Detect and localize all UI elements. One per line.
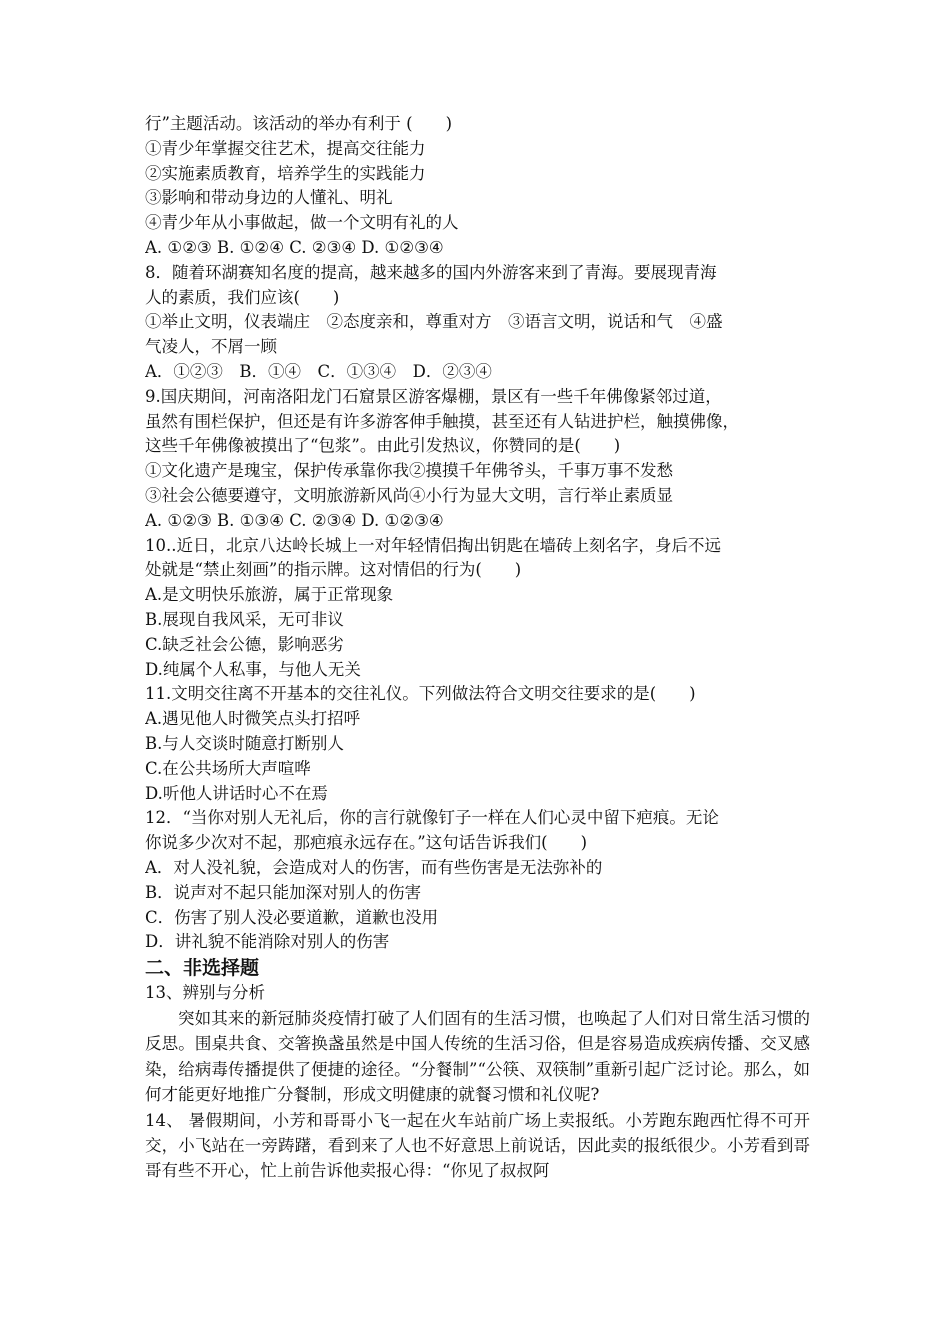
- question-7-options: A. ①②③ B. ①②④ C. ②③④ D. ①②③④: [145, 237, 444, 257]
- question-10-option-c: C.缺乏社会公德，影响恶劣: [145, 634, 344, 654]
- question-9-stem-line-1: 9.国庆期间，河南洛阳龙门石窟景区游客爆棚，景区有一些千年佛像紧邻过道，: [145, 386, 722, 406]
- question-11-option-c: C.在公共场所大声喧哗: [145, 758, 311, 778]
- question-11: [145, 682, 810, 806]
- question-7-item-4: ④青少年从小事做起，做一个文明有礼的人: [145, 213, 459, 233]
- question-9: [145, 385, 810, 534]
- question-8-items-line-1: ①举止文明，仪表端庄 ②态度亲和，尊重对方 ③语言文明，说话和气 ④盛: [145, 312, 723, 332]
- question-11-option-d: D.听他人讲话时心不在焉: [145, 783, 328, 803]
- question-13-paragraph: 突如其来的新冠肺炎疫情打破了人们固有的生活习惯，也唤起了人们对日常生活习惯的反思。围桌共食、交箸换盏虽然是中国人传统的生活习俗，但是容易造成疾病传播、交叉感染，给病毒传播提供了便捷的途径。“分餐制”“公筷、双筷制”重新引起广泛讨论。那么，如何才能更好地推广分餐制，形成文明健康的就餐习惯和礼仪呢?: [145, 1008, 810, 1105]
- question-11-option-b: B.与人交谈时随意打断别人: [145, 733, 344, 753]
- question-12-option-d: D．讲礼貌不能消除对别人的伤害: [145, 932, 390, 952]
- question-12-option-c: C．伤害了别人没必要道歉，道歉也没用: [145, 907, 439, 927]
- question-12-option-b: B．说声对不起只能加深对别人的伤害: [145, 882, 422, 902]
- question-13: [145, 981, 810, 1107]
- question-8-stem-line-1: 8．随着环湖赛知名度的提高，越来越多的国内外游客来到了青海。要展现青海: [145, 262, 717, 282]
- question-8-items-line-2: 气凌人，不屑一顾: [145, 337, 277, 357]
- question-10-option-d: D.纯属个人私事，与他人无关: [145, 659, 361, 679]
- question-8-options: A．①②③ B．①④ C．①③④ D．②③④: [145, 361, 492, 381]
- question-9-items-line-1: ①文化遗产是瑰宝，保护传承靠你我②摸摸千年佛爷头，千事万事不发愁: [145, 461, 673, 481]
- question-13-title: 13、辨别与分析: [145, 983, 265, 1003]
- question-8-stem-line-2: 人的素质，我们应该( ): [145, 287, 340, 307]
- question-9-stem-line-2: 虽然有围栏保护，但还是有许多游客伸手触摸，甚至还有人钻进护栏，触摸佛像，: [145, 411, 739, 431]
- question-7-item-3: ③影响和带动身边的人懂礼、明礼: [145, 188, 393, 208]
- question-11-option-a: A.遇见他人时微笑点头打招呼: [145, 709, 361, 729]
- section-2-title: 二、非选择题: [145, 957, 260, 980]
- question-14: [145, 1108, 810, 1184]
- question-7-item-2: ②实施素质教育，培养学生的实践能力: [145, 163, 426, 183]
- question-7-item-1: ①青少年掌握交往艺术，提高交往能力: [145, 138, 426, 158]
- question-10-stem-line-1: 10..近日，北京八达岭长城上一对年轻情侣掏出钥匙在墙砖上刻名字，身后不远: [145, 535, 721, 555]
- question-12-stem-line-1: 12．“当你对别人无礼后，你的言行就像钉子一样在人们心灵中留下疤痕。无论: [145, 808, 719, 828]
- question-7-stem: 行”主题活动。该活动的举办有利于 ( ): [145, 114, 453, 133]
- question-10: [145, 534, 810, 683]
- question-10-option-a: A.是文明快乐旅游，属于正常现象: [145, 585, 394, 605]
- question-10-option-b: B.展现自我风采，无可非议: [145, 609, 344, 629]
- question-7: [145, 112, 810, 261]
- document-body: [145, 112, 810, 1184]
- question-12-option-a: A．对人没礼貌，会造成对人的伤害，而有些伤害是无法弥补的: [145, 857, 603, 877]
- question-9-stem-line-3: 这些千年佛像被摸出了“包浆”。由此引发热议，你赞同的是( ): [145, 436, 621, 456]
- question-14-paragraph: 14、 暑假期间，小芳和哥哥小飞一起在火车站前广场上卖报纸。小芳跑东跑西忙得不可开交，小飞站在一旁踌躇，看到来了人也不好意思上前说话，因此卖的报纸很少。小芳看到哥哥有些不开心，忙上前告诉他卖报心得：“你见了叔叔阿: [145, 1110, 810, 1181]
- question-8: [145, 261, 810, 385]
- question-9-options: A. ①②③ B. ①③④ C. ②③④ D. ①②③④: [145, 510, 444, 530]
- question-10-stem-line-2: 处就是“禁止刻画”的指示牌。这对情侣的行为( ): [145, 560, 522, 580]
- question-9-items-line-2: ③社会公德要遵守，文明旅游新风尚④小行为显大文明，言行举止素质显: [145, 485, 673, 505]
- question-12: [145, 806, 810, 955]
- question-12-stem-line-2: 你说多少次对不起，那疤痕永远存在。”这句话告诉我们( ): [145, 833, 588, 853]
- question-11-stem: 11.文明交往离不开基本的交往礼仪。下列做法符合文明交往要求的是( ): [145, 684, 696, 704]
